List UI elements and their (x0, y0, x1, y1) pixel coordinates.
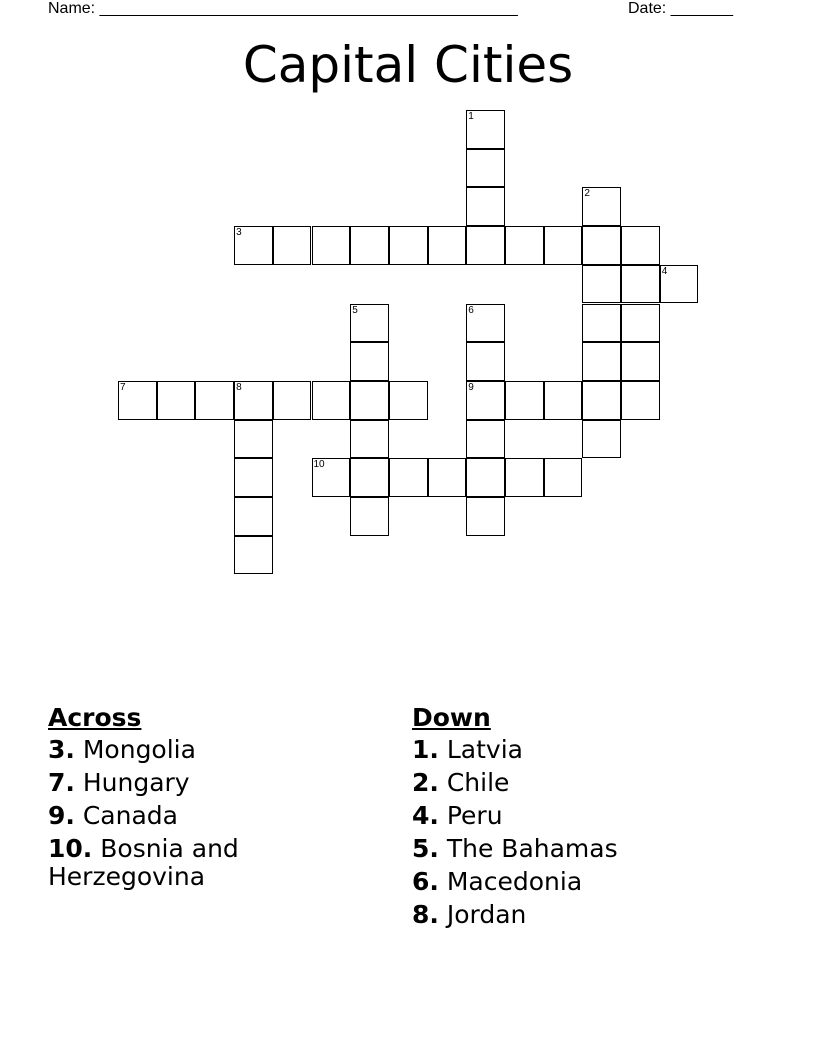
clue-text: Jordan (438, 900, 527, 929)
cell-number: 9 (468, 381, 474, 393)
cell-number: 7 (120, 381, 126, 393)
cell-number: 1 (468, 111, 474, 122)
cell-number: 6 (468, 304, 474, 316)
grid-cell[interactable] (195, 381, 234, 420)
cell-number: 5 (352, 304, 358, 316)
clue-number: 7. (48, 768, 75, 797)
cell-number: 3 (236, 227, 242, 239)
grid-cell[interactable] (312, 458, 351, 497)
grid-cell[interactable] (350, 381, 389, 420)
cell-number: 10 (313, 459, 325, 471)
grid-cell[interactable] (466, 497, 505, 536)
down-clue (412, 868, 772, 896)
name-label: Name: _______________________________________________ (48, 0, 518, 17)
grid-cell[interactable] (466, 381, 505, 420)
down-clues (412, 700, 772, 934)
grid-cell[interactable] (428, 458, 467, 497)
grid-cell[interactable] (273, 381, 312, 420)
grid-cell[interactable] (466, 187, 505, 226)
grid-cell[interactable] (350, 420, 389, 459)
grid-cell[interactable] (505, 458, 544, 497)
grid-cell[interactable] (505, 226, 544, 265)
grid-cell[interactable] (466, 149, 505, 188)
clue-number: 5. (412, 834, 439, 863)
across-clue (48, 736, 368, 764)
clue-text: Hungary (74, 768, 190, 797)
grid-cell[interactable] (312, 226, 351, 265)
clue-text: Chile (438, 768, 510, 797)
grid-cell[interactable] (621, 265, 660, 304)
cell-number: 4 (661, 265, 668, 277)
across-clue (48, 802, 368, 830)
clue-text: Canada (74, 801, 178, 830)
clue-number: 3. (48, 735, 75, 764)
grid-cell[interactable] (234, 226, 273, 265)
across-clue-list (48, 736, 368, 891)
grid-cell[interactable] (118, 381, 157, 420)
grid-cell[interactable] (273, 226, 312, 265)
grid-cell[interactable] (234, 420, 273, 459)
grid-cell[interactable] (234, 381, 273, 420)
grid-cell[interactable] (505, 381, 544, 420)
grid-cell[interactable] (350, 342, 389, 381)
down-clue (412, 901, 772, 929)
across-clues (48, 700, 368, 896)
grid-cell[interactable] (389, 226, 428, 265)
cell-number: 8 (236, 381, 242, 393)
grid-cell[interactable] (466, 304, 505, 343)
down-clue (412, 802, 772, 830)
clue-text: Macedonia (438, 867, 583, 896)
grid-cell[interactable] (660, 265, 699, 304)
grid-cell[interactable] (350, 458, 389, 497)
grid-cell[interactable] (466, 458, 505, 497)
grid-cell[interactable] (350, 226, 389, 265)
clue-text: Bosnia and Herzegovina (48, 834, 239, 891)
grid-cell[interactable] (312, 381, 351, 420)
clue-number: 8. (412, 900, 439, 929)
grid-cell[interactable] (466, 420, 505, 459)
clue-text: The Bahamas (438, 834, 618, 863)
grid-cell[interactable] (582, 381, 621, 420)
cell-number: 2 (584, 188, 590, 200)
grid-cell[interactable] (582, 226, 621, 265)
across-clue (48, 769, 368, 797)
grid-cell[interactable] (389, 458, 428, 497)
clue-number: 1. (412, 735, 439, 764)
grid-cell[interactable] (350, 497, 389, 536)
grid-cell[interactable] (621, 304, 660, 343)
grid-cell[interactable] (621, 381, 660, 420)
down-clue (412, 736, 772, 764)
grid-cell[interactable] (544, 458, 583, 497)
grid-cell[interactable] (466, 342, 505, 381)
grid-cell[interactable] (621, 342, 660, 381)
across-heading: Across (48, 703, 142, 732)
down-clue-list (412, 736, 772, 929)
grid-cell[interactable] (582, 420, 621, 459)
down-clue (412, 769, 772, 797)
down-clue (412, 835, 772, 863)
clue-text: Peru (438, 801, 503, 830)
clue-text: Mongolia (74, 735, 196, 764)
grid-cell[interactable] (234, 536, 273, 575)
grid-cell[interactable] (234, 497, 273, 536)
grid-cell[interactable] (582, 187, 621, 226)
grid-cell[interactable] (582, 265, 621, 304)
clue-number: 6. (412, 867, 439, 896)
grid-cell[interactable] (157, 381, 196, 420)
grid-cell[interactable] (582, 342, 621, 381)
clue-number: 9. (48, 801, 75, 830)
grid-cell[interactable] (466, 226, 505, 265)
grid-cell[interactable] (544, 226, 583, 265)
grid-cell[interactable] (582, 304, 621, 343)
clue-number: 4. (412, 801, 439, 830)
across-clue (48, 835, 368, 891)
clue-number: 2. (412, 768, 439, 797)
grid-cell[interactable] (389, 381, 428, 420)
grid-cell[interactable] (350, 304, 389, 343)
grid-cell[interactable] (234, 458, 273, 497)
grid-cell[interactable] (428, 226, 467, 265)
clue-number: 10. (48, 834, 93, 863)
date-label: Date: _______ (628, 0, 733, 17)
down-heading: Down (412, 703, 491, 732)
clue-text: Latvia (438, 735, 523, 764)
grid-cell[interactable] (621, 226, 660, 265)
grid-cell[interactable] (466, 110, 505, 149)
grid-cell[interactable] (544, 381, 583, 420)
page-title: Capital Cities (242, 36, 574, 94)
